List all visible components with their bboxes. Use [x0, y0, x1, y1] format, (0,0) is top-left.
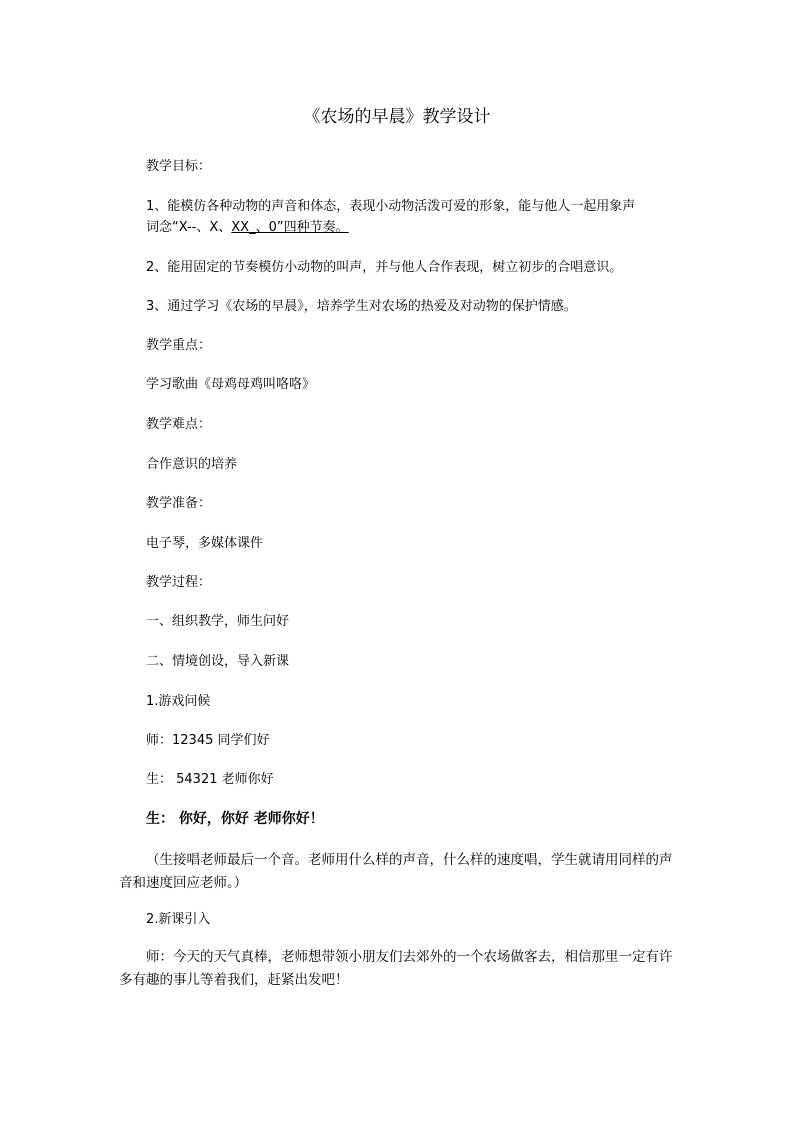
objective-2: 2、能用固定的节奏模仿小动物的叫声，并与他人合作表现，树立初步的合唱意识。 [146, 260, 623, 275]
document-title: 《农场的早晨》教学设计 [303, 107, 491, 127]
prep-heading: 教学准备： [146, 496, 212, 511]
sub-step-1: 1.游戏问候 [146, 694, 211, 709]
student-line-2: 生： 你好，你好 老师你好！ [146, 811, 324, 827]
objectives-heading: 教学目标： [146, 159, 212, 174]
step-1: 一、组织教学，师生问好 [146, 614, 290, 629]
note-paragraph: （生接唱老师最后一个音。老师用什么样的声音，什么样的速度唱，学生就请用同样的声音和速度回应老师。） [119, 852, 673, 891]
intro-paragraph: 师：今天的天气真棒，老师想带领小朋友们去郊外的一个农场做客去，相信那里一定有许多有趣的事儿等着我们，赶紧出发吧！ [119, 949, 673, 988]
sub-step-2: 2.新课引入 [146, 912, 211, 927]
objective-1-rhythm-underlined: XX [231, 220, 250, 235]
difficulty-heading: 教学难点： [146, 417, 212, 432]
difficulty-content: 合作意识的培养 [146, 457, 238, 472]
teacher-line: 师：12345 同学们好 [146, 733, 270, 748]
step-2: 二、情境创设，导入新课 [146, 654, 290, 669]
objective-1-line-2 [146, 219, 349, 237]
objective-1-line-2-pre: 词念“X--、X、 [146, 220, 232, 235]
objective-3: 3、通过学习《农场的早晨》，培养学生对农场的热爱及对动物的保护情感。 [146, 299, 577, 314]
process-heading: 教学过程： [146, 575, 212, 590]
objective-1-line-1: 1、能模仿各种动物的声音和体态，表现小动物活泼可爱的形象，能与他人一起用象声 [146, 199, 636, 214]
student-line-1: 生： 54321 老师你好 [146, 772, 274, 787]
key-content: 学习歌曲《母鸡母鸡叫咯咯》 [146, 377, 316, 392]
prep-content: 电子琴，多媒体课件 [146, 536, 264, 551]
key-heading: 教学重点： [146, 338, 212, 353]
objective-1-line-2-post: _、0”四种节奏。 [249, 220, 349, 235]
